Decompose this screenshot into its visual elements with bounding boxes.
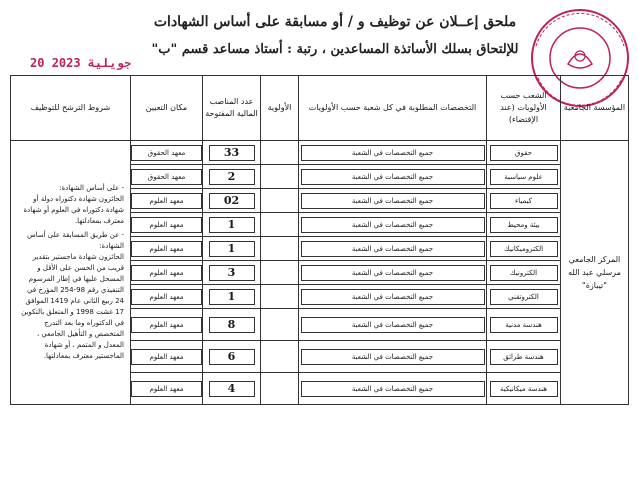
positions-count-cell xyxy=(203,309,261,341)
priority-cell xyxy=(261,261,299,285)
specialties-label: جميع التخصصات في الشعبة xyxy=(301,381,485,397)
specialties-label: جميع التخصصات في الشعبة xyxy=(301,193,485,209)
positions-count: 1 xyxy=(209,289,255,305)
branch-label-cell xyxy=(487,341,561,373)
priority-cell xyxy=(261,285,299,309)
place-label: معهد الحقوق xyxy=(131,169,202,185)
branch-label: هندسة طرائق xyxy=(490,349,558,365)
positions-count: 4 xyxy=(209,381,255,397)
specialties-label: جميع التخصصات في الشعبة xyxy=(301,241,485,257)
condition-paragraph: الحائزون شهادة دكتوراه دولة أو شهادة دكتوراه في العلوم أو شهادة معترف بمعادلتها. xyxy=(23,195,124,225)
priority-cell xyxy=(261,141,299,165)
place-label: معهد العلوم xyxy=(131,265,202,281)
place-label-cell xyxy=(131,261,203,285)
branch-label: هندسة ميكانيكية xyxy=(490,381,558,397)
branch-label-cell xyxy=(487,373,561,405)
condition-paragraph: - على أساس الشهادة: xyxy=(59,184,124,192)
header-positions: عدد المناصب المالية المفتوحة xyxy=(203,76,261,141)
positions-count: 33 xyxy=(209,145,255,161)
branch-label: علوم سياسية xyxy=(490,169,558,185)
page-title: ملحق إعــلان عن توظيف و / أو مسابقة على أساس الشهادات xyxy=(153,14,517,30)
priority-cell xyxy=(261,189,299,213)
positions-count-cell xyxy=(203,373,261,405)
positions-count-cell xyxy=(203,341,261,373)
priority-cell xyxy=(261,373,299,405)
branch-label-cell xyxy=(487,165,561,189)
place-label: معهد العلوم xyxy=(131,193,202,209)
branch-label: الكتروتقني xyxy=(490,289,558,305)
place-label: معهد الحقوق xyxy=(131,145,202,161)
specialties-label: جميع التخصصات في الشعبة xyxy=(301,265,485,281)
specialties-label-cell xyxy=(299,341,487,373)
positions-count: 6 xyxy=(209,349,255,365)
specialties-label-cell xyxy=(299,285,487,309)
positions-count: 2 xyxy=(209,169,255,185)
table-header-row xyxy=(11,76,629,141)
positions-count-cell xyxy=(203,213,261,237)
header-branch: الشعب حسب الأولويات (عند الإقتضاء) xyxy=(487,76,561,141)
condition-paragraph: - عن طريق المسابقة على أساس الشهادة: xyxy=(27,231,124,250)
header-specialties: التخصصات المطلوبة في كل شعبة حسب الأولويات xyxy=(299,76,487,141)
branch-label: الكترونيك xyxy=(490,265,558,281)
header-priority: الأولوية xyxy=(261,76,299,141)
specialties-label: جميع التخصصات في الشعبة xyxy=(301,217,485,233)
branch-label-cell xyxy=(487,309,561,341)
place-label-cell xyxy=(131,309,203,341)
branch-label-cell xyxy=(487,261,561,285)
specialties-label-cell xyxy=(299,213,487,237)
place-label-cell xyxy=(131,165,203,189)
specialties-label-cell xyxy=(299,141,487,165)
place-label-cell xyxy=(131,213,203,237)
positions-count-cell xyxy=(203,285,261,309)
place-label-cell xyxy=(131,189,203,213)
priority-cell xyxy=(261,213,299,237)
branch-label-cell xyxy=(487,285,561,309)
place-label-cell xyxy=(131,285,203,309)
place-label: معهد العلوم xyxy=(131,217,202,233)
condition-paragraph: الحائزون شهادة ماجستير بتقدير قريب من الحسن على الأقل و المسجل عليها في إطار المرسوم التنفيذي رقم 98-254 المؤرخ في 24 ربيع الثاني عام 1419 الموافق 17 غشت 1998 و المتعلق بالتكوين في الدكتوراه وما بعد التدرج المتخصص و التأهيل الجامعي ، المعدل و المتمم ، أو شهادة الماجستير معترف بمعادلتها. xyxy=(21,253,124,360)
branch-label: الكتروميكانيك xyxy=(490,241,558,257)
branch-label-cell xyxy=(487,189,561,213)
specialties-label-cell xyxy=(299,237,487,261)
place-label-cell xyxy=(131,373,203,405)
positions-count-cell xyxy=(203,141,261,165)
place-label-cell xyxy=(131,141,203,165)
priority-cell xyxy=(261,309,299,341)
specialties-label: جميع التخصصات في الشعبة xyxy=(301,349,485,365)
place-label: معهد العلوم xyxy=(131,289,202,305)
header-place: مكان التعيين xyxy=(131,76,203,141)
positions-count: 1 xyxy=(209,241,255,257)
branch-label: حقوق xyxy=(490,145,558,161)
specialties-label: جميع التخصصات في الشعبة xyxy=(301,169,485,185)
branch-label-cell xyxy=(487,237,561,261)
place-label: معهد العلوم xyxy=(131,317,202,333)
positions-count: 1 xyxy=(209,217,255,233)
priority-cell xyxy=(261,341,299,373)
header-institution: المؤسسة الجامعية xyxy=(561,76,629,141)
specialties-label-cell xyxy=(299,373,487,405)
specialties-label: جميع التخصصات في الشعبة xyxy=(301,289,485,305)
date-stamp: 20 جويلية 2023 xyxy=(30,56,132,70)
institution-cell: المركز الجامعي مرسلي عبد الله "تيبازة" xyxy=(561,141,629,405)
positions-count-cell xyxy=(203,165,261,189)
place-label-cell xyxy=(131,341,203,373)
specialties-label-cell xyxy=(299,309,487,341)
positions-count: 02 xyxy=(209,193,255,209)
positions-count-cell xyxy=(203,189,261,213)
header-conditions: شروط الترشح للتوظيف xyxy=(11,76,131,141)
positions-table xyxy=(10,75,629,405)
priority-cell xyxy=(261,237,299,261)
branch-label-cell xyxy=(487,141,561,165)
specialties-label-cell xyxy=(299,189,487,213)
conditions-cell xyxy=(11,141,131,405)
positions-count-cell xyxy=(203,261,261,285)
specialties-label-cell xyxy=(299,165,487,189)
positions-count-cell xyxy=(203,237,261,261)
place-label: معهد العلوم xyxy=(131,381,202,397)
place-label-cell xyxy=(131,237,203,261)
positions-count: 8 xyxy=(209,317,255,333)
page-subtitle: للإلتحاق بسلك الأساتذة المساعدين ، رتبة : أستاذ مساعد قسم "ب" xyxy=(151,42,519,57)
table-row xyxy=(11,141,629,165)
specialties-label: جميع التخصصات في الشعبة xyxy=(301,317,485,333)
specialties-label-cell xyxy=(299,261,487,285)
place-label: معهد العلوم xyxy=(131,349,202,365)
branch-label: كيمياء xyxy=(490,193,558,209)
branch-label: هندسة مدنية xyxy=(490,317,558,333)
branch-label: بيئة ومحيط xyxy=(490,217,558,233)
priority-cell xyxy=(261,165,299,189)
place-label: معهد العلوم xyxy=(131,241,202,257)
specialties-label: جميع التخصصات في الشعبة xyxy=(301,145,485,161)
positions-count: 3 xyxy=(209,265,255,281)
branch-label-cell xyxy=(487,213,561,237)
